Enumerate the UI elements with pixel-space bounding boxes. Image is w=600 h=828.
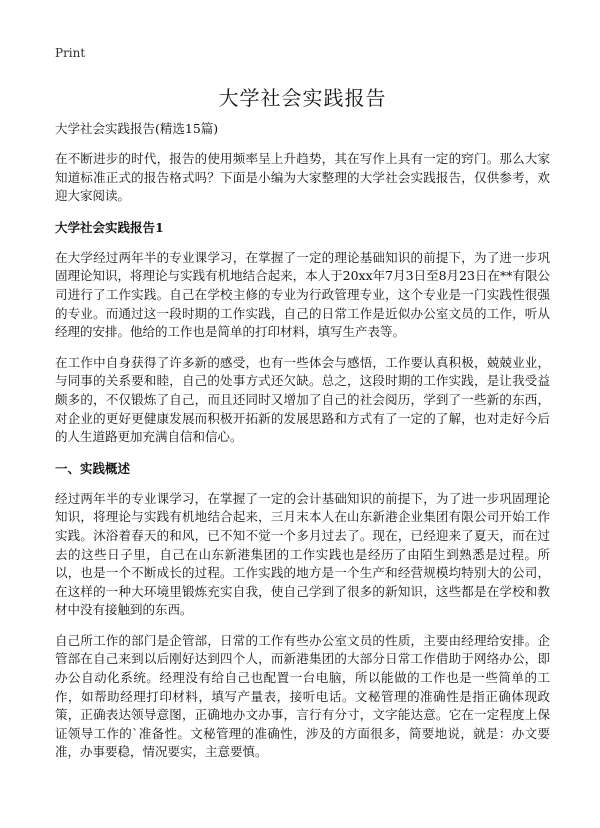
report-1-paragraph-2: 在工作中自身获得了许多新的感受，也有一些体会与感悟，工作要认真积极，兢兢业业，与同事的关系要和睦，自己的处事方式还欠缺。总之，这段时期的工作实践，是让我受益颇多的，不仅锻炼了自己，而且还同时又增加了自己的社会阅历，学到了一些新的东西，对企业的更好更健康发展而积极开拓新的发展思路和方式有了一定的了解，也对走好今后的人生道路更加充满自信和信心。 bbox=[55, 354, 550, 445]
intro-paragraph: 在不断进步的时代，报告的使用频率呈上升趋势，其在写作上具有一定的窍门。那么大家知道标准正式的报告格式吗？下面是小编为大家整理的大学社会实践报告，仅供参考，欢迎大家阅读。 bbox=[55, 151, 550, 204]
section-heading-report-1: 大学社会实践报告1 bbox=[55, 219, 164, 235]
overview-paragraph-1: 经过两年半的专业课学习，在掌握了一定的会计基础知识的前提下，为了进一步巩固理论知识，将理论与实践有机地结合起来，三月末本人在山东新港企业集团有限公司开始工作实践。沐浴着春天的和风，已不知不觉一个多月过去了。现在，已经迎来了夏天，而在过去的这些日子里，自己在山东新港集团的工作实践也是经历了由陌生到熟悉是过程。所以，也是一个不断成长的过程。工作实践的地方是一个生产和经营规模均特别大的公司，在这样的一种大环境里锻炼充实自我，使自己学到了很多的新知识，这些都是在学校和教材中没有接触到的东西。 bbox=[55, 490, 550, 618]
document-body bbox=[55, 119, 550, 774]
print-link[interactable]: Print bbox=[55, 46, 86, 60]
section-heading-overview: 一、实践概述 bbox=[55, 460, 131, 476]
report-1-paragraph-1: 在大学经过两年半的专业课学习，在掌握了一定的理论基础知识的前提下，为了进一步巩固理论知识，将理论与实践有机地结合起来，本人于20xx年7月3日至8月23日在**有限公司进行了工作实践。自己在学校主修的专业为行政管理专业，这个专业是一门实践性很强的专业。而通过这一段时期的工作实践，自己的日常工作是近似办公室文员的工作，听从经理的安排。他给的工作也是简单的打印材料，填写生产表等。 bbox=[55, 249, 550, 340]
document-subtitle: 大学社会实践报告(精选15篇) bbox=[55, 121, 219, 136]
page-title: 大学社会实践报告 bbox=[218, 86, 387, 110]
overview-paragraph-2: 自己所工作的部门是企管部，日常的工作有些办公室文员的性质，主要由经理给安排。企管部在自己来到以后刚好达到四个人，而新港集团的大部分日常工作借助于网络办公，即办公自动化系统。经理没有给自己也配置一台电脑，所以能做的工作也是一些简单的工作，如帮助经理打印材料，填写产量表，接听电话。文秘管理的准确性是指正确体现政策，正确表达领导意图，正确地办文办事，言行有分寸，文字能达意。它在一定程度上保证领导工作的`准备性。文秘管理的准确性，涉及的方面很多，简要地说，就是：办文要准，办事要稳，情况要实，主意要慎。 bbox=[55, 632, 550, 760]
